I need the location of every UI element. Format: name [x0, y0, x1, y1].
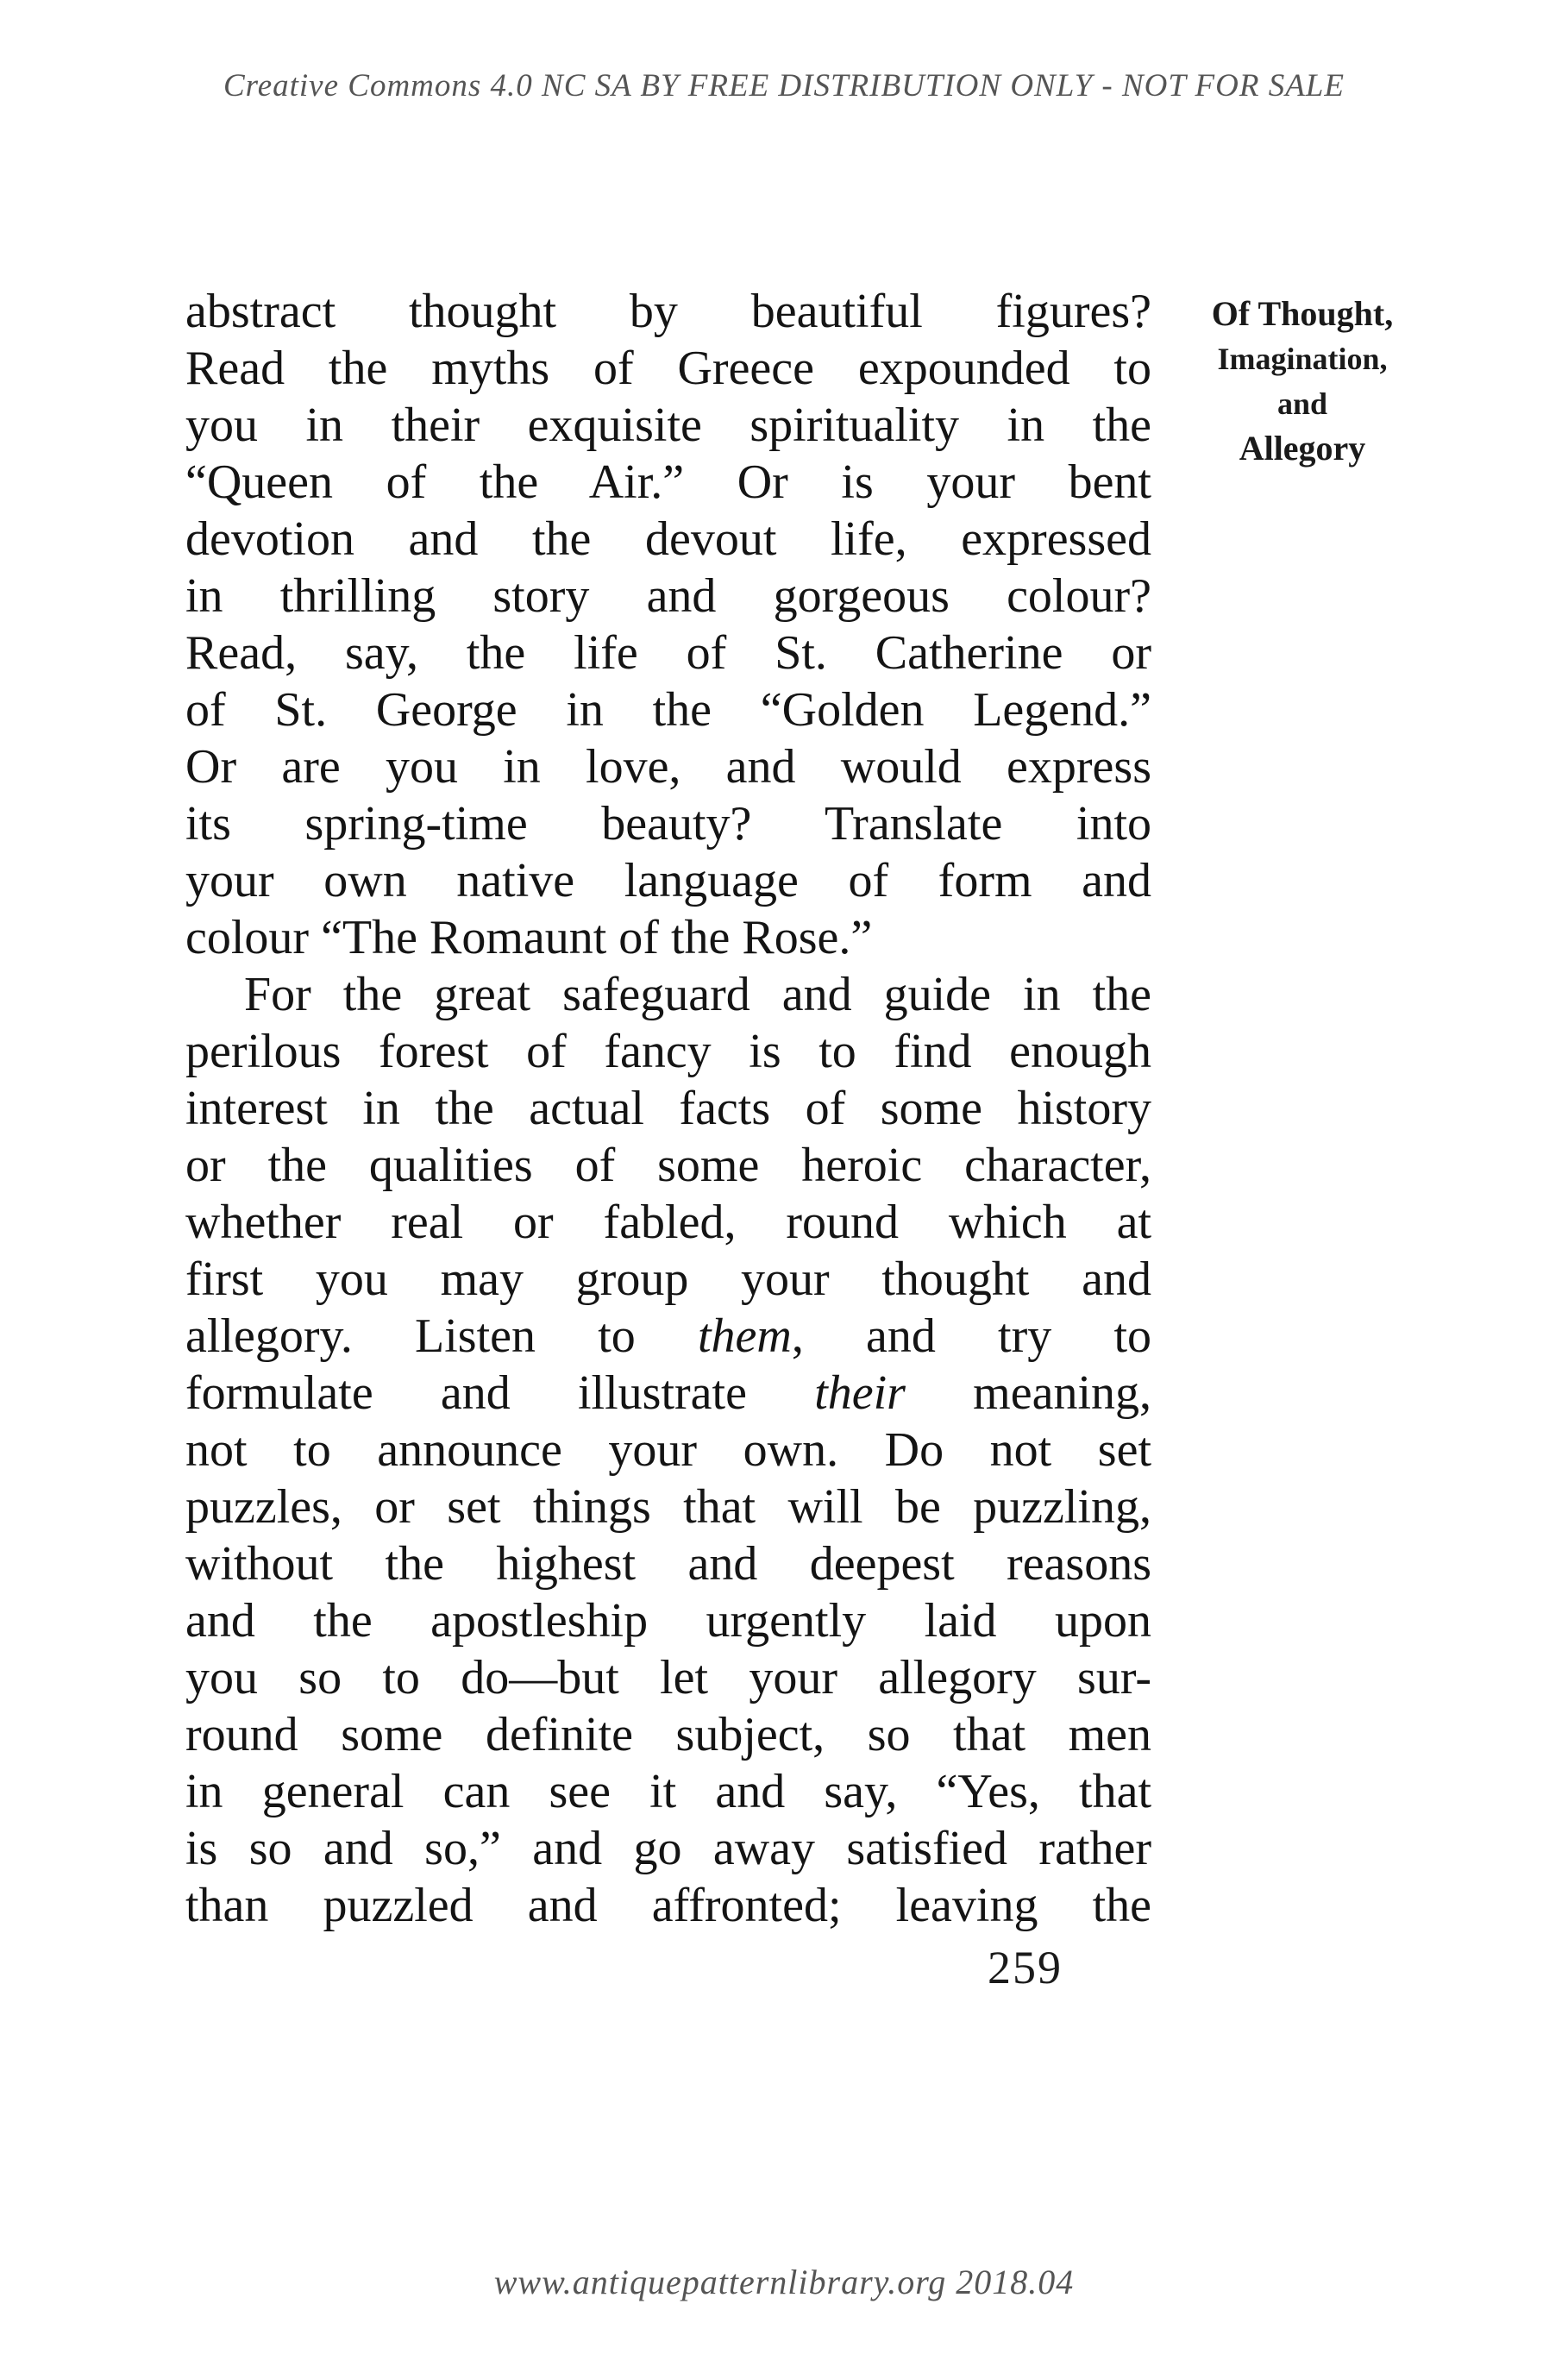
text-line [185, 1308, 1151, 1365]
margin-note-line: and [1276, 386, 1328, 421]
text-line: in thrilling story and gorgeous colour? [185, 569, 1151, 623]
emphasis-their: their [814, 1366, 906, 1420]
text-line [185, 1365, 1151, 1422]
text-line: its spring-time beauty? Translate into [185, 797, 1151, 851]
text-segment: formulate and illustrate [185, 1366, 815, 1420]
text-segment: allegory. Listen to [185, 1309, 698, 1363]
text-segment: meaning, [905, 1366, 1152, 1420]
text-line: without the highest and deepest reasons [185, 1537, 1151, 1591]
page-number: 259 [988, 1942, 1063, 1993]
text-line: not to announce your own. Do not set [185, 1423, 1151, 1477]
text-line: colour “The Romaunt of the Rose.” [185, 911, 873, 964]
footer-site-text: www.antiquepatternlibrary.org 2018.04 [493, 2263, 1075, 2301]
text-segment: , and try to [791, 1309, 1152, 1363]
text-line: and the apostleship urgently laid upon [185, 1594, 1151, 1648]
text-line: perilous forest of fancy is to find enough [185, 1025, 1151, 1078]
license-banner: Creative Commons 4.0 NC SA BY FREE DISTRIBUTION ONLY - NOT FOR SALE [223, 68, 1345, 104]
text-line: is so and so,” and go away satisfied rather [185, 1822, 1151, 1875]
paragraph-2 [185, 966, 1151, 1934]
text-line: Read, say, the life of St. Catherine or [185, 626, 1151, 680]
text-line: “Queen of the Air.” Or is your bent [185, 455, 1151, 509]
text-line: interest in the actual facts of some history [185, 1082, 1151, 1135]
margin-note-line: Allegory [1239, 429, 1366, 468]
text-line: you so to do—but let your allegory sur- [185, 1651, 1151, 1704]
text-line: in general can see it and say, “Yes, that [185, 1765, 1151, 1818]
text-line: Or are you in love, and would express [185, 740, 1151, 794]
text-line: or the qualities of some heroic character, [185, 1139, 1151, 1192]
text-line: than puzzled and affronted; leaving the [185, 1879, 1151, 1932]
body-text [185, 283, 1151, 1934]
text-line: you in their exquisite spirituality in the [185, 399, 1151, 452]
paragraph-1 [185, 283, 1151, 966]
text-line: of St. George in the “Golden Legend.” [185, 683, 1151, 737]
text-line: devotion and the devout life, expressed [185, 512, 1151, 566]
text-line: round some definite subject, so that men [185, 1708, 1151, 1761]
margin-note-line: Of Thought, [1211, 294, 1394, 333]
margin-note [1173, 292, 1432, 471]
text-line: your own native language of form and [185, 854, 1151, 907]
text-line: For the great safeguard and guide in the [244, 968, 1151, 1021]
text-line: first you may group your thought and [185, 1252, 1151, 1306]
text-line: puzzles, or set things that will be puzzling, [185, 1480, 1151, 1534]
text-line: whether real or fabled, round which at [185, 1196, 1151, 1249]
margin-note-line: Imagination, [1217, 342, 1388, 376]
emphasis-them: them [697, 1309, 792, 1363]
text-line: Read the myths of Greece expounded to [185, 342, 1151, 395]
text-line: abstract thought by beautiful figures? [185, 285, 1151, 338]
